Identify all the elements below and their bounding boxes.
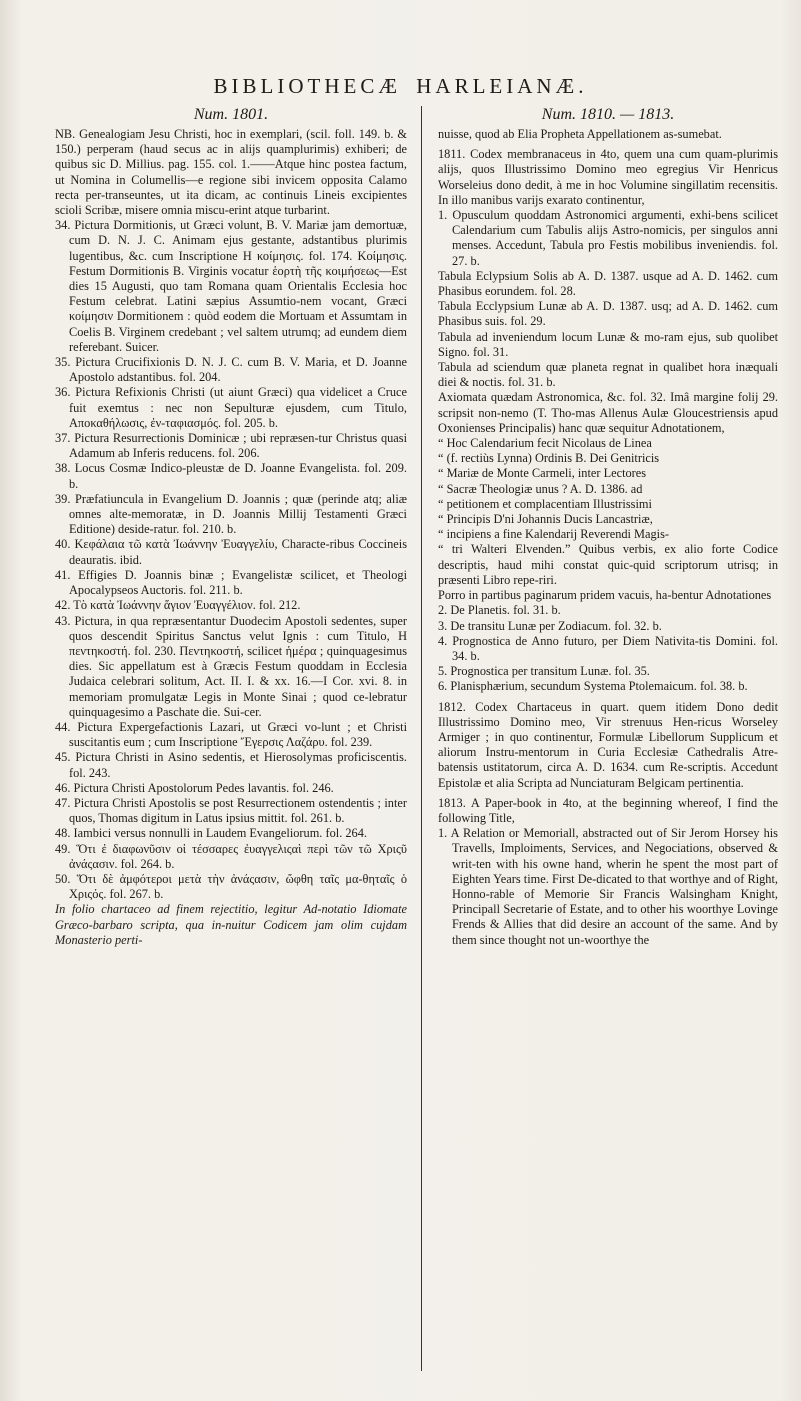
entry-38: 38. Locus Cosmæ Indico-pleustæ de D. Joanne Evangelista. fol. 209. b. [55,461,407,491]
entry-40: 40. Κεφάλαια τῶ κατὰ Ἰωάννην Ἐυαγγελίυ, Characte-ribus Coccineis deauratis. ibid. [55,537,407,567]
note-nb: NB. Genealogiam Jesu Christi, hoc in exemplari, (scil. foll. 149. b. & 150.) perperam (haud secus ac in alijs quamplurimis) exhiberi; de quibus sic D. Millius. pag. 155. col. 1.——Atque hinc postea factum, ut Nomina in Columellis—e regione sibi invicem opposita Calamo recta per-transeuntes, ut ita dicam, ac continuis Lineis excipientes scioli Scribæ, misere omnia miscu-erint atque turbarint. [55,127,407,218]
item-1811-tabula-lunae: Tabula Ecclypsium Lunæ ab A. D. 1387. usq; ad A. D. 1462. cum Phasibus suis. fol. 29. [438,299,778,329]
right-column [438,105,778,948]
entry-35: 35. Pictura Crucifixionis D. N. J. C. cum B. V. Maria, et D. Joanne Apostolo adstantibus. fol. 204. [55,355,407,385]
item-1811-tabula-solis: Tabula Eclypsium Solis ab A. D. 1387. usque ad A. D. 1462. cum Phasibus eorundem. fol. 28. [438,268,778,299]
entry-48: 48. Iambici versus nonnulli in Laudem Evangeliorum. fol. 264. [55,826,367,841]
quote-line: “ Sacræ Theologiæ unus ? A. D. 1386. ad [438,481,643,496]
item-1811-1: 1. Opusculum quoddam Astronomici argumenti, exhi-bens scilicet Calendarium cum Tabulis alijs Astro-nomicis, per singulos anni menses. Accedunt, Tabula pro Festis mobilibus inveniendis. fol. 27. b. [438,208,778,268]
item-1811-2: 2. De Planetis. fol. 31. b. [438,603,561,618]
entry-42: 42. Τὸ κατὰ Ἰωάννην ἅγιον Ἐυαγγέλιον. fol. 212. [55,598,301,613]
entry-1811: 1811. Codex membranaceus in 4to, quem una cum quam-plurimis alijs, quos Illustrissimo Domino meo egregius Vir Henricus Worseleius dono dedit, à me in hoc Volumine singillatim recensitis. In illo manibus varijs exarato continentur, [438,147,778,207]
entry-1812: 1812. Codex Chartaceus in quart. quem itidem Dono dedit Illustrissimo Domino meo, Vir strenuus Hen-ricus Worseley Armiger ; in quo continentur, Formulæ Libellorum Supplicum et aliorum Instru-mentorum in Curia Ecclesiæ Cathedralis Atre-batensis ustitatorum, circa A. D. 1634. cum Re-scriptis. Accedunt Epistolæ et alia Scripta ad Nunciaturam Belgicam pertinentia. [438,699,778,790]
right-column-heading: Num. 1810. — 1813. [541,106,675,123]
entry-47: 47. Pictura Christi Apostolis se post Resurrectionem ostendentis ; inter quos, Thomas digitum in Latus ipsius mittit. fol. 261. b. [55,795,407,826]
entry-36: 36. Pictura Refixionis Christi (ut aiunt Græci) qua videlicet a Cruce fuit exemtus : nec non Sepulturæ ejusdem, cum Titulo, Αποκαθήλωσις, ἐν-ταφιασμός. fol. 205. b. [55,385,407,430]
item-1813-1: 1. A Relation or Memoriall, abstracted out of Sir Jerom Horsey his Travells, Imploiments, Services, and Negociations, observed & writ-ten with his owne hand, wherin he spent the most part of Eighten Years time. First De-dicated to that worthye and of Right, Honno-rable of Memorie Sir Francis Walsingham Knight, Principall Secretarie of Estate, and to other his woorthye Lovinge Frends & Allies that did desire an account of the same. And by them since thought not un-woorthye the [438,826,778,947]
entry-1813: 1813. A Paper-book in 4to, at the beginning whereof, I find the following Title, [438,795,778,825]
item-1811-3: 3. De transitu Lunæ per Zodiacum. fol. 32. b. [438,618,662,633]
entry-37: 37. Pictura Resurrectionis Dominicæ ; ubi repræsen-tur Christus quasi Adamum ab Inferis reducens. fol. 206. [55,431,407,461]
entry-49: 49. Ὅτι ἐ διαφωνῦσιν οἱ τέσσαρες ἐυαγγελιςαὶ περὶ τῶν τῶ Χριςῦ ἀνάςασιν. fol. 264. b. [55,841,407,871]
item-1811-porro: Porro in partibus paginarum pridem vacuis, ha-bentur Adnotationes [438,588,772,603]
item-1811-tabula-planeta: Tabula ad sciendum quæ planeta regnat in qualibet hora inæquali diei & noctis. fol. 31. b. [438,360,778,390]
entry-39: 39. Præfatiuncula in Evangelium D. Joannis ; quæ (perinde atq; aliæ omnes alte-memoratæ, in D. Joannis Millij Testamenti Græci Editione) deside-ratur. fol. 210. b. [55,491,407,537]
left-column [55,105,407,948]
quote-line: “ Principis D'ni Johannis Ducis Lancastriæ, [438,512,653,527]
item-1811-4: 4. Prognostica de Anno futuro, per Diem Nativita-tis Domini. fol. 34. b. [438,633,778,663]
entry-34: 34. Pictura Dormitionis, ut Græci volunt, B. V. Mariæ jam demortuæ, cum D. N. J. C. Animam ejus gestante, adstantibus plurimis lugentibus, &c. cum Inscriptione Η κοίμησις. fol. 174. Κοίμησις. Festum Dormitionis B. Virginis vocatur ἑορτὴ τῆς κοιμήσεως—Est dies 15 Augusti, quo tam Romana quam Orientalis Ecclesia hoc Festum celebrat. Latini sæpius Assumtio-nem vocant, Græci κοίμησιν Dormitionem : quòd eodem die Mortuam et Assumtam in Coelis B. Virginem credebant ; vel saltem utrumq; ad eundem diem referebant. Suicer. [55,218,407,354]
quote-line: “ Mariæ de Monte Carmeli, inter Lectores [438,466,647,481]
quote-line: “ Hoc Calendarium fecit Nicolaus de Linea [438,436,652,451]
item-1811-axiomata: Axiomata quædam Astronomica, &c. fol. 32. Imâ margine folij 29. scripsit non-nemo (T. Tho-mas Allenus Aulæ Gloucestriensis apud Oxonienses Principalis) hanc quæ sequitur Adnotationem, [438,390,778,435]
entry-45: 45. Pictura Christi in Asino sedentis, et Hierosolymas proficiscentis. fol. 243. [55,750,407,780]
column-divider [421,106,422,1371]
quote-line-final: “ tri Walteri Elvenden.” Quibus verbis, ex alio forte Codice descriptis, haud mihi constat quic-quid scriptorum utrisq; in præsenti Libro repe-riri. [438,542,778,587]
quote-line: “ (f. rectiùs Lynna) Ordinis B. Dei Genitricis [438,451,660,466]
quote-line: “ incipiens a fine Kalendarij Reverendi Magis- [438,527,670,542]
entry-41: 41. Effigies D. Joannis binæ ; Evangelistæ scilicet, et Theologi Apocalypseos Auctoris. fol. 211. b. [55,567,407,598]
running-header: BIBLIOTHECÆ HARLEIANÆ. [213,74,588,98]
entry-46: 46. Pictura Christi Apostolorum Pedes lavantis. fol. 246. [55,780,334,795]
item-1811-6: 6. Planisphærium, secundum Systema Ptolemaicum. fol. 38. b. [438,679,748,694]
continued-text: nuisse, quod ab Elia Propheta Appellationem as-sumebat. [438,127,722,141]
left-column-heading: Num. 1801. [193,106,269,123]
entry-50: 50. Ὅτι δὲ ἀμφότεροι μετὰ τὴν ἀνάςασιν, ὤφθη ταῖς μα-θηταῖς ὁ Χριςός. fol. 267. b. [55,871,407,902]
entry-43: 43. Pictura, in qua repræsentantur Duodecim Apostoli sedentes, super quos descendit Spiritus Sanctus velut Ignis : cum Titulo, Η πεντηκοστή. fol. 230. Πεντηκοστή, scilicet ἡμέρα ; quinquagesimus dies. Sic appellatum est à Græcis Festum quoddam in Ecclesia Judaica celebrari solitum, Act. II. I. & xx. 16.—I Cor. xvi. 8. in memoriam promulgatæ Legis in Monte Sinai ; quod ce-lebratur quinquagesimo a Paschate die. Sui-cer. [55,613,407,719]
item-1811-tabula-locus: Tabula ad inveniendum locum Lunæ & mo-ram ejus, sub quolibet Signo. fol. 31. [438,329,778,359]
closing-note: In folio chartaceo ad finem rejectitio, legitur Ad-notatio Idiomate Græco-barbaro scripta, qua in-nuitur Codicem jam olim cujdam Monasterio perti- [55,902,407,947]
entry-44: 44. Pictura Expergefactionis Lazari, ut Græci vo-lunt ; et Christi suscitantis eum ; cum Inscriptione Ἔγερσις Λαζάρυ. fol. 239. [55,719,407,750]
item-1811-5: 5. Prognostica per transitum Lunæ. fol. 35. [438,664,650,679]
quote-line: “ petitionem et complacentiam Illustrissimi [438,496,652,511]
